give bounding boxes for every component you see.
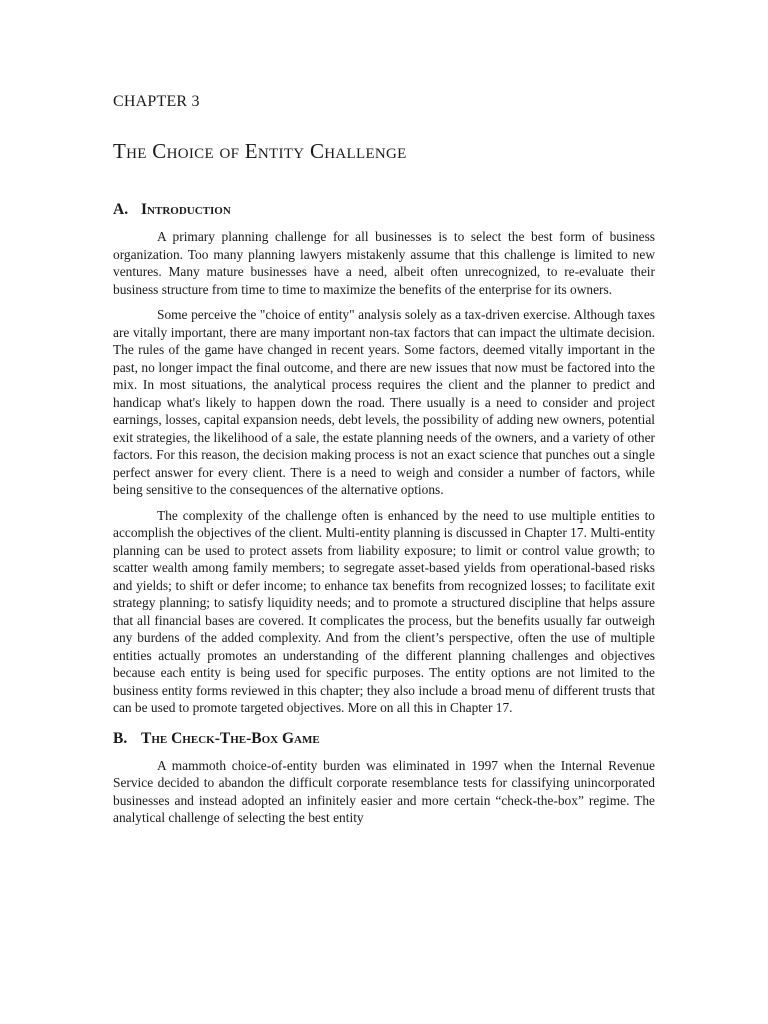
chapter-title: The Choice of Entity Challenge [113, 139, 407, 163]
paragraph: The complexity of the challenge often is enhanced by the need to use multiple entities to accomplish the objectives of the client. Multi-entity planning is discussed in Chapter 17. Multi-entity planning can be used to protect assets from liability exposure; to limit or control value growth; to scatter wealth among family members; to segregate asset-based yields from operational-based risks and yields; to shift or defer income; to enhance tax benefits from recognized losses; to facilitate exit strategy planning; to satisfy liquidity needs; and to promote a structured discipline that helps assure that all financial bases are covered. It complicates the process, but the benefits usually far outweigh any burdens of the added complexity. And from the client’s perspective, often the use of multiple entities actually promotes an understanding of the different planning challenges and objectives because each entity is being used for specific purposes. The entity options are not limited to the business entity forms reviewed in this chapter; they also include a broad menu of different trusts that can be used to promote targeted objectives. More on all this in Chapter 17. [113, 507, 655, 715]
paragraph: A primary planning challenge for all businesses is to select the best form of business organization. Too many planning lawyers mistakenly assume that this challenge is limited to new ventures. Many mature businesses have a need, albeit often unrecognized, to re-evaluate their business structure from time to time to maximize the benefits of the enterprise for its owners. [113, 229, 655, 297]
chapter-label: CHAPTER 3 [113, 93, 200, 110]
section-letter: B. [113, 729, 128, 747]
document-page [113, 92, 655, 835]
section-heading [113, 729, 655, 749]
paragraph: A mammoth choice-of-entity burden was eliminated in 1997 when the Internal Revenue Service decided to abandon the difficult corporate resemblance tests for classifying unincorporated businesses and instead adopted an infinitely easier and more certain “check-the-box” regime. The analytical challenge of selecting the best entity [113, 757, 655, 825]
section-title: Introduction [141, 201, 231, 218]
paragraph: Some perceive the "choice of entity" analysis solely as a tax-driven exercise. Although taxes are vitally important, there are many important non-tax factors that can impact the ultimate decision. The rules of the game have changed in recent years. Some factors, deemed vitally important in the past, no longer impact the final outcome, and there are new issues that now must be factored into the mix. In most situations, the analytical process requires the client and the planner to predict and handicap what's likely to happen down the road. There usually is a need to consider and project earnings, losses, capital expansion needs, debt levels, the possibility of adding new owners, potential exit strategies, the likelihood of a sale, the estate planning needs of the owners, and a variety of other factors. For this reason, the decision making process is not an exact science that punches out a single perfect answer for every client. There is a need to weigh and consider a number of factors, while being sensitive to the consequences of the alternative options. [113, 307, 655, 497]
section-a [113, 200, 655, 717]
section-b [113, 729, 655, 827]
section-letter: A. [113, 201, 129, 218]
section-title: The Check-The-Box Game [141, 729, 320, 747]
section-heading [113, 200, 655, 220]
